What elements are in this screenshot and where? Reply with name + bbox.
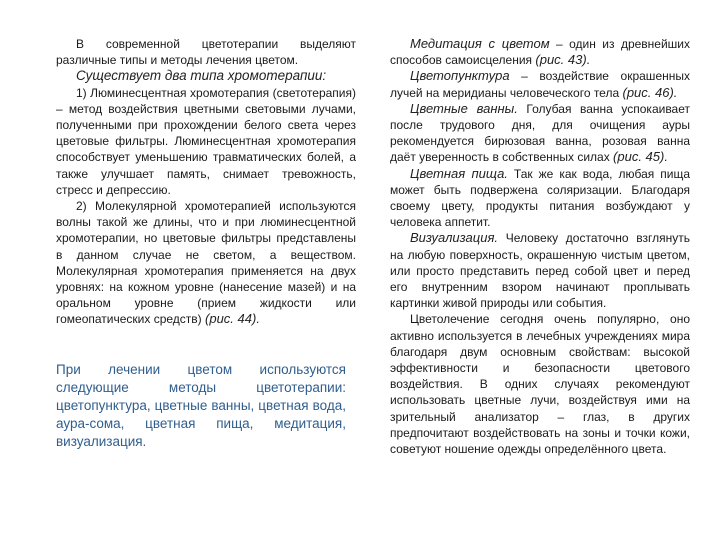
figure-ref-46: (рис. 46). (622, 84, 678, 100)
visualization-term: Визуализация. (410, 230, 499, 246)
color-food-term: Цветная пища. (410, 165, 508, 181)
intro-paragraph: В современной цветотерапии выделяют различные типы и методы лечения цветом. (56, 37, 356, 68)
color-baths-paragraph (390, 101, 690, 166)
color-food-text: Так же как вода, любая пища может быть подвержена соляризации. Благодаря своему цвету, продукты питания возбуждают у человека аппетит. (390, 166, 690, 230)
meditation-term: Медитация с цветом (410, 36, 550, 51)
visualization-text: Человеку достаточно взглянуть на любую поверхность, окрашенную чистым цветом, или просто представить перед собой цвет и перед его внутренним взором начинают проплывать картинки живой природы или события. (390, 231, 690, 311)
right-column (390, 36, 690, 457)
colorpuncture-text: – воздействие окрашенных лучей на меридианы человеческого тела (390, 69, 690, 100)
methods-callout: При лечении цветом используются следующие методы цветотерапии: цветопунктура, цветные ванны, цветная вода, аура-сома, цветная пища, медитация, визуализация. (56, 362, 346, 449)
color-food-paragraph (390, 166, 690, 231)
left-column (56, 36, 356, 328)
molecular-text: 2) Молекулярной хромотерапией используются волны такой же длины, что и при люминесцентной хромотерапии, но цветовые фильтры представлены в данном случае не светом, а веществом. Молекулярная хромотерапия применяется на двух уровнях: на кожном уровне (нанесение мазей) и на оральном уровне (прием жидкости или гомеопатических средств) (56, 199, 356, 327)
molecular-chromotherapy-paragraph (56, 198, 356, 328)
chromotherapy-types-heading: Существует два типа хромотерапии: (76, 68, 327, 84)
colorpuncture-paragraph (390, 68, 690, 100)
luminescent-chromotherapy-paragraph: 1) Люминесцентная хромотерапия (светотерапия) – метод воздействия цветными световыми лучами, полученными при прохождении белого света через цветовые фильтры. Люминесцентная хромотерапия способствует уменьшению травматических болей, а также улучшает память, снимает тревожность, стресс и депрессию. (56, 85, 356, 197)
color-baths-text: Голубая ванна успокаивает после трудового дня, для очищения ауры рекомендуется бирюзовая ванна, розовая ванна даёт уверенность в собственных силах (390, 101, 690, 165)
visualization-paragraph (390, 230, 690, 311)
color-baths-term: Цветные ванны. (410, 100, 518, 116)
figure-ref-43: (рис. 43). (535, 52, 591, 68)
figure-ref-44: (рис. 44). (205, 311, 260, 327)
color-healing-paragraph: Цветолечение сегодня очень популярно, оно активно используется в лечебных учреждениях мира благодаря двум основным свойствам: высокой эффективности и безопасности цветового воздействия. В одних случаях рекомендуют использовать цветные лучи, воздействуя ими на зрительный анализатор – глаз, в других предпочитают воздействовать на зоны и точки кожи, советуют ношение одежды определённого цвета. (390, 312, 690, 457)
meditation-text: – один из древнейших способов самоисцеления (390, 37, 690, 68)
meditation-paragraph (390, 36, 690, 68)
figure-ref-45: (рис. 45). (613, 149, 668, 165)
colorpuncture-term: Цветопунктура (410, 68, 510, 84)
